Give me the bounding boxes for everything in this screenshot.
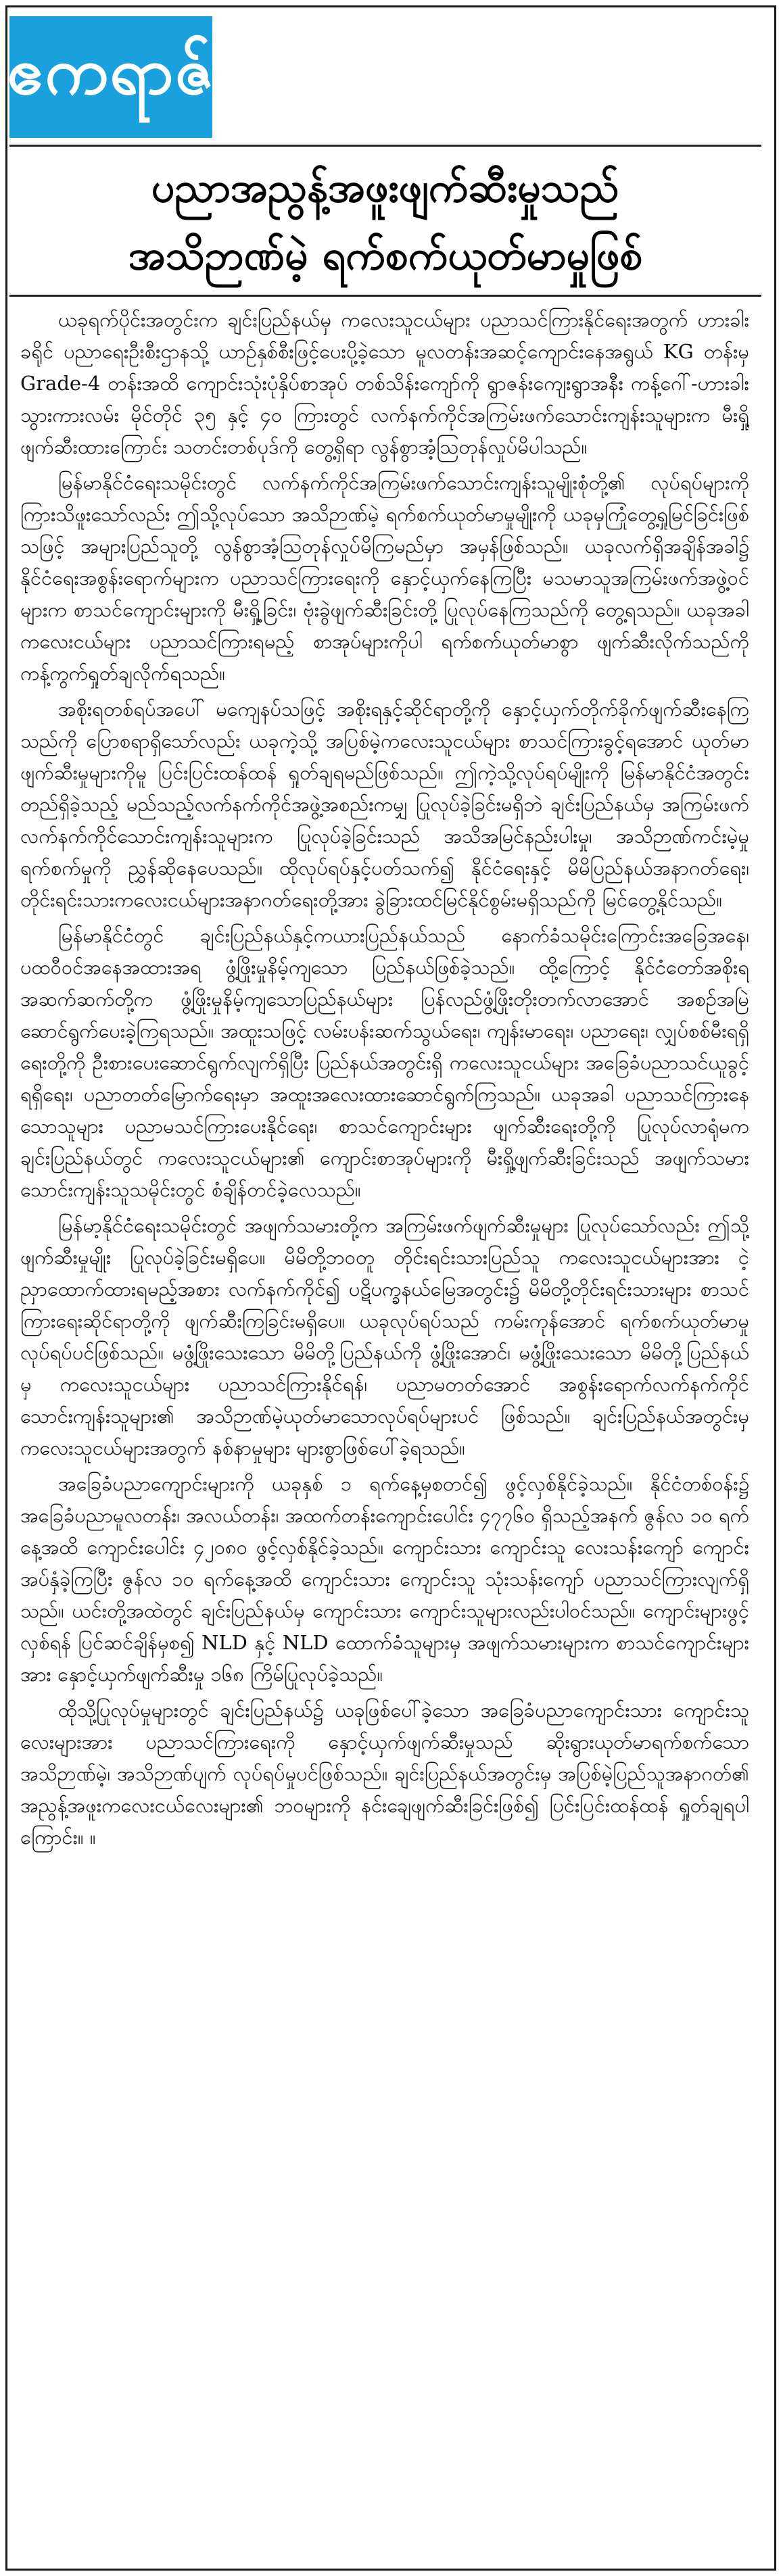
paragraph-2: မြန်မာနိုင်ငံရေးသမိုင်းတွင် လက်နက်ကိုင်အကြမ်းဖက်သောင်းကျန်းသူမျိုးစုံတို့၏ လုပ်ရပ်များကိုကြားသိဖူးသော်လည်း ဤသို့လုပ်သော အသိဉာဏ်မဲ့ ရက်စက်ယုတ်မာမှုမျိုးကို ယခုမှကြုံတွေ့ရှုမြင်ခြင်းဖြစ်သဖြင့် အများပြည်သူတို့ လွန်စွာအံ့ဩတုန်လှုပ်မိကြမည်မှာ အမှန်ဖြစ်သည်။ ယခုလက်ရှိအချိန်အခါ၌ နိုင်ငံရေးအစွန်းရောက်များက ပညာသင်ကြားရေးကို နှောင့်ယှက်နေကြပြီး မသမာသူအကြမ်းဖက်အဖွဲ့ဝင်များက စာသင်ကျောင်းများကို မီးရှို့ခြင်း၊ ဗုံးခွဲဖျက်ဆီးခြင်းတို့ ပြုလုပ်နေကြသည်ကို တွေ့ရသည်။ ယခုအခါ ကလေးငယ်များ ပညာသင်ကြားရမည့် စာအုပ်များကိုပါ ရက်စက်ယုတ်မာစွာ ဖျက်ဆီးလိုက်သည်ကို ကန့်ကွက်ရှုတ်ချလိုက်ရသည်။ xyxy=(20,471,749,685)
masthead-divider xyxy=(9,145,761,147)
paragraph-1: ယခုရက်ပိုင်းအတွင်းက ချင်းပြည်နယ်မှ ကလေးသူငယ်များ ပညာသင်ကြားနိုင်ရေးအတွက် ဟားခါးခရိုင် ပညာရေးဦးစီးဌာနသို့ ယာဉ်နှစ်စီးဖြင့်ပေးပို့ခဲ့သော မူလတန်းအဆင့်ကျောင်းနေအရွယ် KG တန်းမှ Grade-4 တန်းအထိ ကျောင်းသုံးပုံနှိပ်စာအုပ် တစ်သိန်းကျော်ကို ရွာဇန်းကျေးရွာအနီး ကန့်ဂေါ်-ဟားခါးသွားကားလမ်း မိုင်တိုင် ၃၅ နှင့် ၄၀ ကြားတွင် လက်နက်ကိုင်အကြမ်းဖက်သောင်းကျန်းသူများက မီးရှို့ဖျက်ဆီးထားကြောင်း သတင်းတစ်ပုဒ်ကို တွေ့ရှိရာ လွန်စွာအံ့ဩတုန်လှုပ်မိပါသည်။ xyxy=(20,308,749,458)
paragraph-4: မြန်မာနိုင်ငံတွင် ချင်းပြည်နယ်နှင့်ကယားပြည်နယ်သည် နောက်ခံသမိုင်းကြောင်းအခြေအနေ၊ ပထဝီဝင်အနေအထားအရ ဖွံ့ဖြိုးမှုနိမ့်ကျသော ပြည်နယ်ဖြစ်ခဲ့သည်။ ထို့ကြောင့် နိုင်ငံတော်အစိုးရအဆက်ဆက်တို့က ဖွံ့ဖြိုးမှုနိမ့်ကျသောပြည်နယ်များ ပြန်လည်ဖွံ့ဖြိုးတိုးတက်လာအောင် အစဉ်အမြဲဆောင်ရွက်ပေးခဲ့ကြရသည်။ အထူးသဖြင့် လမ်းပန်းဆက်သွယ်ရေး၊ ကျန်းမာရေး၊ ပညာရေး၊ လျှပ်စစ်မီးရရှိရေးတို့ကို ဦးစားပေးဆောင်ရွက်လျက်ရှိပြီး ပြည်နယ်အတွင်းရှိ ကလေးသူငယ်များ အခြေခံပညာသင်ယူခွင့်ရရှိရေး၊ ပညာတတ်မြောက်ရေးမှာ အထူးအလေးထားဆောင်ရွက်ကြသည်။ ယခုအခါ ပညာသင်ကြားနေသောသူများ ပညာမသင်ကြားပေးနိုင်ရေး၊ စာသင်ကျောင်းများ ဖျက်ဆီးရေးတို့ကို ပြုလုပ်လာရုံမက ချင်းပြည်နယ်တွင် ကလေးသူငယ်များ၏ ကျောင်းစာအုပ်များကို မီးရှို့ဖျက်ဆီးခြင်းသည် အဖျက်သမားသောင်းကျန်းသူသမိုင်းတွင် စံချိန်တင်ခဲ့လေသည်။ xyxy=(20,924,749,1201)
newspaper-logo xyxy=(7,16,215,138)
paragraph-7: ထိုသို့ပြုလုပ်မှုများတွင် ချင်းပြည်နယ်၌ ယခုဖြစ်ပေါ်ခဲ့သော အခြေခံပညာကျောင်းသား ကျောင်းသူလေးများအား ပညာသင်ကြားရေးကို နှောင့်ယှက်ဖျက်ဆီးမှုသည် ဆိုးရွားယုတ်မာရက်စက်သော အသိဉာဏ်မဲ့၊ အသိဉာဏ်ပျက် လုပ်ရပ်မှုပင်ဖြစ်သည်။ ချင်းပြည်နယ်အတွင်းမှ အပြစ်မဲ့ပြည်သူအနာဂတ်၏ အညွန့်အဖူးကလေးငယ်လေးများ၏ ဘဝများကို နင်းချေဖျက်ဆီးခြင်းဖြစ်၍ ပြင်းပြင်းထန်ထန် ရှုတ်ချရပါကြောင်း။ ။ xyxy=(20,1699,749,1849)
masthead xyxy=(7,9,215,142)
paragraph-3: အစိုးရတစ်ရပ်အပေါ် မကျေနပ်သဖြင့် အစိုးရနှင့်ဆိုင်ရာတို့ကို နှောင့်ယှက်တိုက်ခိုက်ဖျက်ဆီးနေကြသည်ကို ပြောစရာရှိသော်လည်း ယခုကဲ့သို့ အပြစ်မဲ့ကလေးသူငယ်များ စာသင်ကြားခွင့်ရအောင် ယုတ်မာဖျက်ဆီးမှုများကိုမူ ပြင်းပြင်းထန်ထန် ရှုတ်ချရမည်ဖြစ်သည်။ ဤကဲ့သို့လုပ်ရပ်မျိုးကို မြန်မာနိုင်ငံအတွင်း တည်ရှိခဲ့သည့် မည်သည့်လက်နက်ကိုင်အဖွဲ့အစည်းကမျှ ပြုလုပ်ခဲ့ခြင်းမရှိဘဲ ချင်းပြည်နယ်မှ အကြမ်းဖက်လက်နက်ကိုင်သောင်းကျန်းသူများက ပြုလုပ်ခဲ့ခြင်းသည် အသိအမြင်နည်းပါးမှု၊ အသိဉာဏ်ကင်းမဲ့မှု ရက်စက်မှုကို ညွှန်ဆိုနေပေသည်။ ထိုလုပ်ရပ်နှင့်ပတ်သက်၍ နိုင်ငံရေးနှင့် မိမိပြည်နယ်အနာဂတ်ရေး၊ တိုင်းရင်းသားကလေးငယ်များအနာဂတ်ရေးတို့အား ခွဲခြားထင်မြင်နိုင်စွမ်းမရှိသည်ကို မြင်တွေ့နိုင်သည်။ xyxy=(20,698,749,911)
logo-text: ဧကရာဇ် xyxy=(7,33,215,109)
title-line-1: ပညာအညွန့်အဖူးဖျက်ဆီးမှုသည် xyxy=(151,164,619,212)
article-title xyxy=(27,154,744,289)
title-line-2: အသိဉာဏ်မဲ့ ရက်စက်ယုတ်မာမှုဖြစ် xyxy=(128,232,643,279)
paragraph-5: မြန်မာ့နိုင်ငံရေးသမိုင်းတွင် အဖျက်သမားတို့က အကြမ်းဖက်ဖျက်ဆီးမှုများ ပြုလုပ်သော်လည်း ဤသို့ဖျက်ဆီးမှုမျိုး ပြုလုပ်ခဲ့ခြင်းမရှိပေ။ မိမိတို့ဘဝတူ တိုင်းရင်းသားပြည်သူ ကလေးသူငယ်များအား ငဲ့ညှာထောက်ထားရမည့်အစား လက်နက်ကိုင်၍ ပဋိပက္ခနယ်မြေအတွင်း၌ မိမိတို့တိုင်းရင်းသားများ စာသင်ကြားရေးဆိုင်ရာတို့ကို ဖျက်ဆီးကြခြင်းမရှိပေ။ ယခုလုပ်ရပ်သည် ကမ်းကုန်အောင် ရက်စက်ယုတ်မာမှုလုပ်ရပ်ပင်ဖြစ်သည်။ မဖွံ့ဖြိုးသေးသော မိမိတို့ပြည်နယ်ကို ဖွံ့ဖြိုးအောင်၊ မဖွံ့ဖြိုးသေးသော မိမိတို့ပြည်နယ်မှ ကလေးသူငယ်များ ပညာသင်ကြားနိုင်ရန်၊ ပညာမတတ်အောင် အစွန်းရောက်လက်နက်ကိုင်သောင်းကျန်းသူများ၏ အသိဉာဏ်မဲ့ယုတ်မာသောလုပ်ရပ်များပင် ဖြစ်သည်။ ချင်းပြည်နယ်အတွင်းမှ ကလေးသူငယ်များအတွက် နစ်နာမှုများ များစွာဖြစ်ပေါ်ခဲ့ရသည်။ xyxy=(20,1214,749,1459)
article-body xyxy=(20,304,749,2548)
paragraph-6: အခြေခံပညာကျောင်းများကို ယခုနှစ် ၁ ရက်နေ့မှစတင်၍ ဖွင့်လှစ်နိုင်ခဲ့သည်။ နိုင်ငံတစ်ဝန်း၌ အခြေခံပညာမူလတန်း၊ အလယ်တန်း၊ အထက်တန်းကျောင်းပေါင်း ၄၇၇၆၀ ရှိသည့်အနက် ဇွန်လ ၁၀ ရက်နေ့အထိ ကျောင်းပေါင်း ၄၂၀၈၀ ဖွင့်လှစ်နိုင်ခဲ့သည်။ ကျောင်းသား ကျောင်းသူ လေးသန်းကျော် ကျောင်းအပ်နှံခဲ့ကြပြီး ဇွန်လ ၁၀ ရက်နေ့အထိ ကျောင်းသား ကျောင်းသူ သုံးသန်းကျော် ပညာသင်ကြားလျက်ရှိသည်။ ယင်းတို့အထဲတွင် ချင်းပြည်နယ်မှ ကျောင်းသား ကျောင်းသူများလည်းပါဝင်သည်။ ကျောင်းများဖွင့်လှစ်ရန် ပြင်ဆင်ချိန်မှစ၍ NLD နှင့် NLD ထောက်ခံသူများမှ အဖျက်သမားများက စာသင်ကျောင်းများအား နှောင့်ယှက်ဖျက်ဆီးမှု ၁၆၈ ကြိမ်ပြုလုပ်ခဲ့သည်။ xyxy=(20,1472,749,1686)
title-divider xyxy=(9,295,761,297)
